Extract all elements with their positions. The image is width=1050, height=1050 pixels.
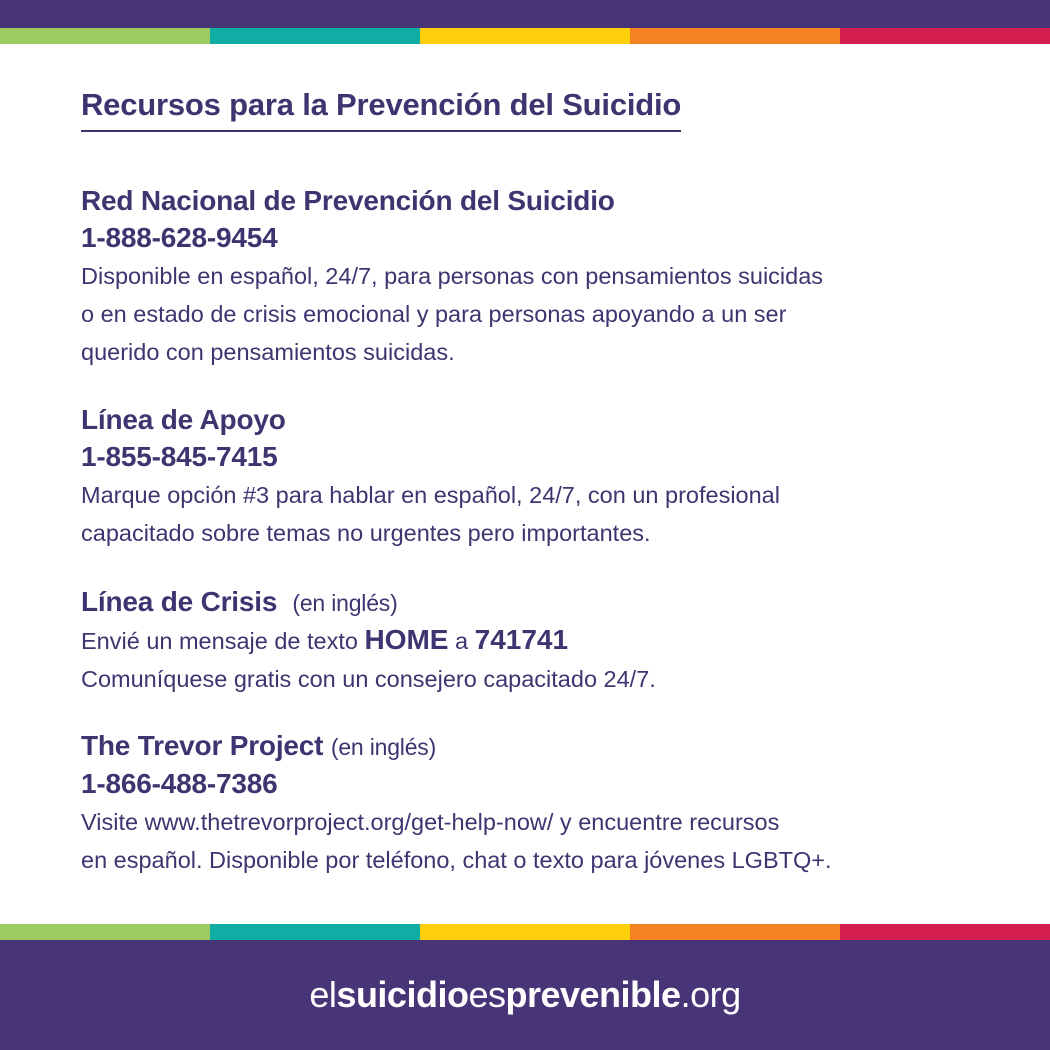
text-keyword: HOME: [364, 624, 449, 655]
page-title: Recursos para la Prevención del Suicidio: [81, 86, 681, 132]
stripe-yellow: [420, 924, 630, 940]
url-part-org: .org: [680, 974, 741, 1015]
text-prefix: Envié un mensaje de texto: [81, 628, 358, 654]
resource-description-line: capacitado sobre temas no urgentes pero importantes.: [81, 520, 651, 546]
top-color-stripe: [0, 28, 1050, 44]
stripe-yellow: [420, 28, 630, 44]
url-part-prevenible: prevenible: [505, 974, 681, 1015]
language-note: (en inglés): [330, 734, 437, 760]
resource-description-line: en español. Disponible por teléfono, chat o texto para jóvenes LGBTQ+.: [81, 847, 832, 873]
resource-description-line: Comuníquese gratis con un consejero capacitado 24/7.: [81, 666, 656, 692]
resource-description-line: Visite www.thetrevorproject.org/get-help-now/ y encuentre recursos: [81, 809, 780, 835]
url-part-suicidio: suicidio: [336, 974, 469, 1015]
resource-phone: 1-866-488-7386: [81, 768, 278, 799]
footer-website-url[interactable]: [309, 974, 740, 1016]
text-instruction: [81, 621, 1001, 660]
resource-linea-crisis: [81, 584, 1001, 698]
resource-trevor-project: [81, 728, 1001, 879]
language-note: (en inglés): [292, 590, 398, 616]
stripe-green: [0, 924, 210, 940]
resource-description-line: querido con pensamientos suicidas.: [81, 339, 455, 365]
stripe-teal: [210, 28, 420, 44]
resource-linea-apoyo: [81, 402, 1001, 552]
resource-name: The Trevor Project: [81, 730, 324, 761]
text-connector: a: [455, 628, 469, 654]
url-part-es: es: [468, 974, 506, 1015]
resource-name: Red Nacional de Prevención del Suicidio: [81, 185, 615, 216]
resource-description-line: Marque opción #3 para hablar en español, 24/7, con un profesional: [81, 482, 780, 508]
stripe-red: [840, 28, 1050, 44]
bottom-color-stripe: [0, 924, 1050, 940]
stripe-teal: [210, 924, 420, 940]
resource-name-row: [81, 728, 1001, 765]
resource-name: Línea de Crisis: [81, 586, 278, 617]
url-part-el: el: [309, 974, 337, 1015]
resource-phone: 1-855-845-7415: [81, 441, 278, 472]
text-short-code: 741741: [474, 624, 569, 655]
resource-name: Línea de Apoyo: [81, 404, 286, 435]
resource-name-row: [81, 584, 1001, 621]
top-banner: [0, 0, 1050, 28]
stripe-orange: [630, 924, 840, 940]
stripe-red: [840, 924, 1050, 940]
resource-red-nacional: [81, 183, 1001, 371]
resource-description-line: Disponible en español, 24/7, para personas con pensamientos suicidas: [81, 263, 824, 289]
stripe-orange: [630, 28, 840, 44]
stripe-green: [0, 28, 210, 44]
resource-phone: 1-888-628-9454: [81, 222, 278, 253]
resource-description-line: o en estado de crisis emocional y para personas apoyando a un ser: [81, 301, 787, 327]
footer-banner: [0, 940, 1050, 1050]
